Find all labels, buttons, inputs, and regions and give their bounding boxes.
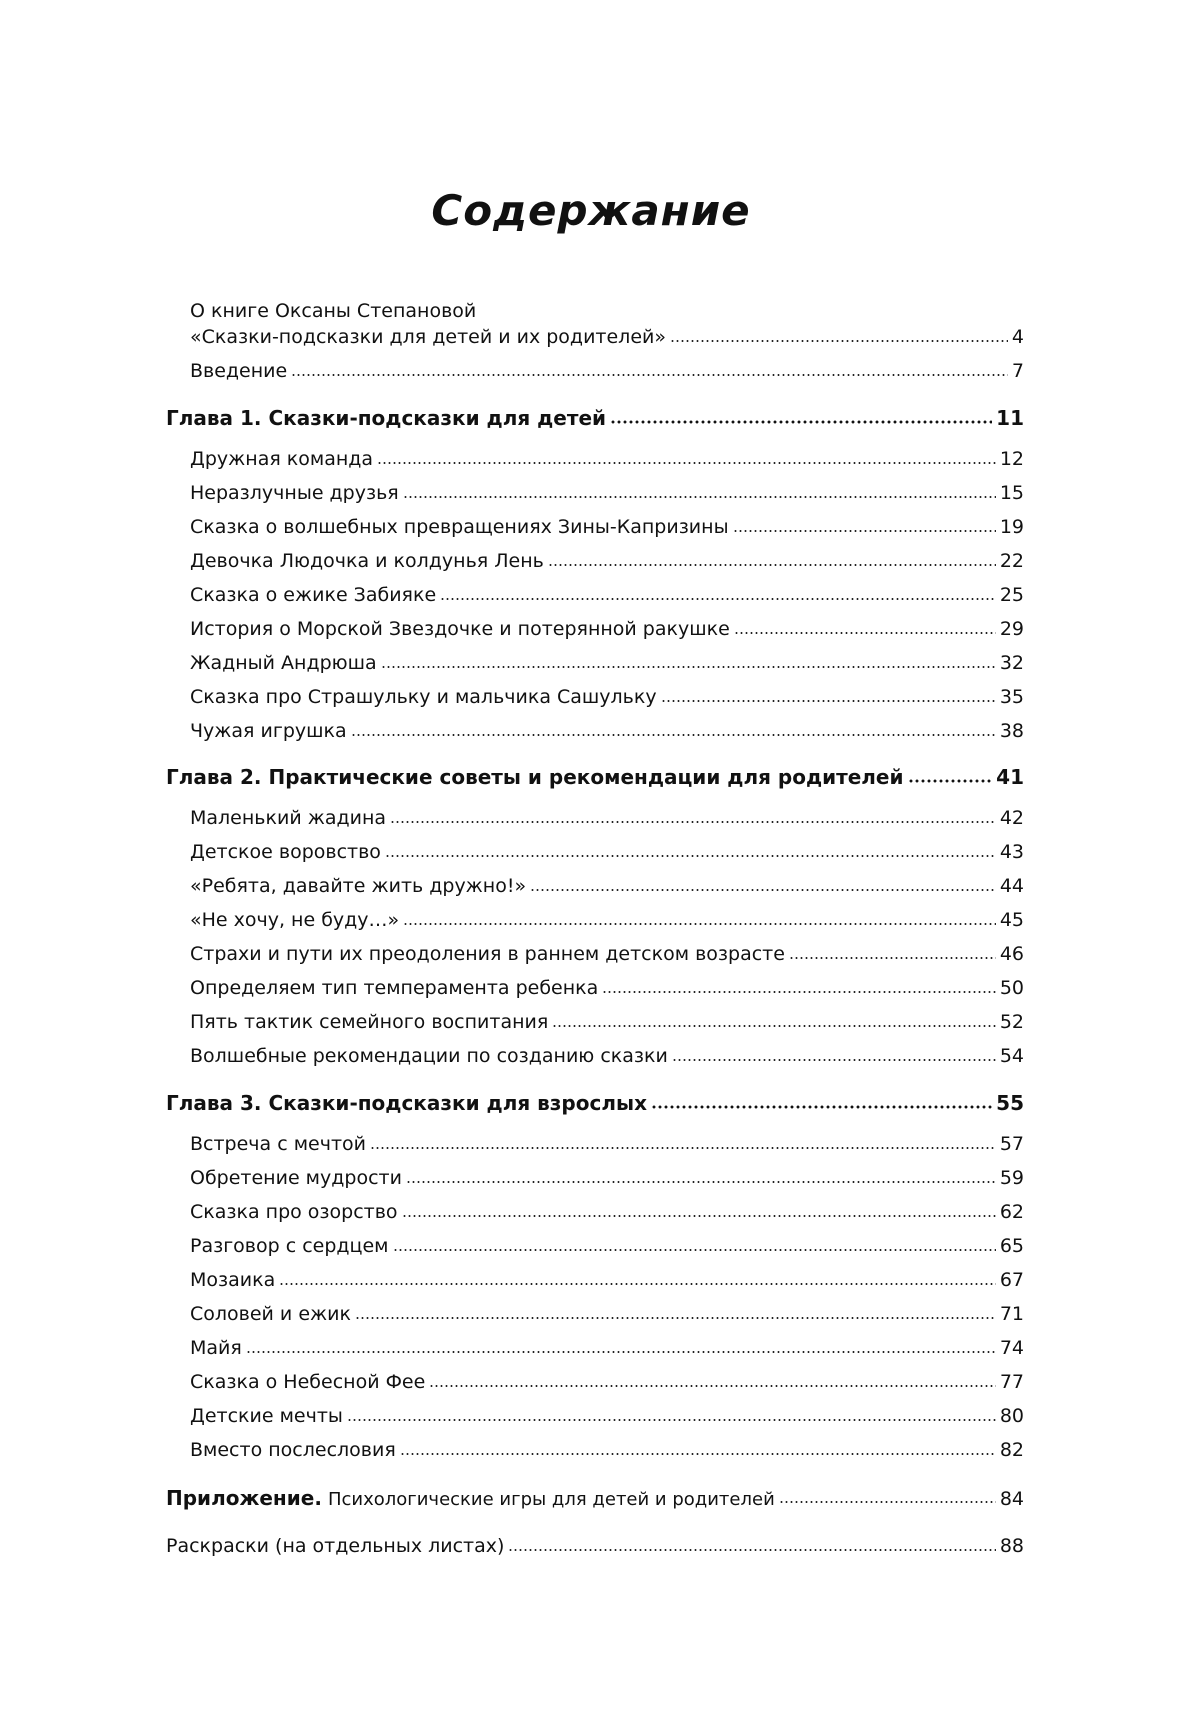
toc-entry[interactable] xyxy=(190,512,1024,542)
toc-entry-page: 19 xyxy=(999,516,1024,538)
dot-leader xyxy=(552,1022,996,1030)
toc-entry-page: 71 xyxy=(999,1303,1024,1325)
toc-entry-label: «Не хочу, не буду…» xyxy=(190,909,400,931)
toc-entry[interactable] xyxy=(190,1041,1024,1071)
toc-entry-page: 12 xyxy=(999,448,1024,470)
dot-leader xyxy=(381,663,996,671)
toc-entry-page: 42 xyxy=(999,807,1024,829)
toc-entry-page: 82 xyxy=(999,1439,1024,1461)
toc-entry-page: 54 xyxy=(999,1045,1024,1067)
toc-entry-page: 25 xyxy=(999,584,1024,606)
dot-leader xyxy=(246,1348,996,1356)
toc-entry-page: 35 xyxy=(999,686,1024,708)
toc-entry[interactable] xyxy=(190,614,1024,644)
toc-entry-page: 62 xyxy=(999,1201,1024,1223)
dot-leader xyxy=(351,731,996,739)
toc-entry[interactable] xyxy=(190,444,1024,474)
page-title: Содержание xyxy=(431,186,751,235)
toc-entry-label: Пять тактик семейного воспитания xyxy=(190,1011,549,1033)
toc-chapter-3[interactable] xyxy=(166,1088,1024,1118)
toc-entry[interactable] xyxy=(190,1007,1024,1037)
toc-entry[interactable] xyxy=(190,837,1024,867)
toc-entry-label: Неразлучные друзья xyxy=(190,482,399,504)
toc-entry-label: Жадный Андрюша xyxy=(190,652,377,674)
toc-entry-label: Детское воровство xyxy=(190,841,381,863)
dot-leader xyxy=(908,777,993,785)
toc-entry-label: Сказка о Небесной Фее xyxy=(190,1371,426,1393)
dot-leader xyxy=(291,371,1008,379)
toc-entry-page: 29 xyxy=(999,618,1024,640)
toc-entry-page: 74 xyxy=(999,1337,1024,1359)
toc-entry[interactable] xyxy=(190,478,1024,508)
toc-entry-page: 4 xyxy=(1011,326,1024,348)
dot-leader xyxy=(393,1246,996,1254)
toc-entry-page: 44 xyxy=(999,875,1024,897)
dot-leader xyxy=(651,1103,992,1111)
toc-entry-label: «Сказки-подсказки для детей и их родителей» xyxy=(190,326,666,348)
toc-entry-page: 7 xyxy=(1011,360,1024,382)
dot-leader xyxy=(429,1382,996,1390)
toc-entry-label: Мозаика xyxy=(190,1269,276,1291)
toc-entry[interactable] xyxy=(190,580,1024,610)
toc-entry[interactable] xyxy=(190,1367,1024,1397)
dot-leader xyxy=(610,418,992,426)
dot-leader xyxy=(789,954,996,962)
toc-entry-label: Обретение мудрости xyxy=(190,1167,402,1189)
toc-entry-page: 52 xyxy=(999,1011,1024,1033)
dot-leader xyxy=(779,1498,996,1506)
toc-entry-label: Детские мечты xyxy=(190,1405,343,1427)
dot-leader xyxy=(508,1546,995,1554)
dot-leader xyxy=(377,459,996,467)
toc-entry-label xyxy=(166,1483,775,1515)
toc-entry-label: Дружная команда xyxy=(190,448,374,470)
toc-entry[interactable] xyxy=(190,1163,1024,1193)
dot-leader xyxy=(672,1056,996,1064)
toc-entry-label: Разговор с сердцем xyxy=(190,1235,389,1257)
toc-entry-intro-book[interactable] xyxy=(190,322,1024,352)
toc-entry-label: Майя xyxy=(190,1337,242,1359)
dot-leader xyxy=(403,920,996,928)
toc-entry-appendix[interactable] xyxy=(166,1483,1024,1513)
dot-leader xyxy=(400,1450,996,1458)
toc-entry-page: 57 xyxy=(999,1133,1024,1155)
dot-leader xyxy=(734,629,996,637)
toc-entry[interactable] xyxy=(190,648,1024,678)
toc-entry[interactable] xyxy=(190,939,1024,969)
toc-entry[interactable] xyxy=(190,716,1024,746)
dot-leader xyxy=(390,818,996,826)
toc-entry-page: 77 xyxy=(999,1371,1024,1393)
dot-leader xyxy=(602,988,996,996)
toc-entry-page: 59 xyxy=(999,1167,1024,1189)
toc-entry[interactable] xyxy=(190,871,1024,901)
appendix-label-bold: Приложение. xyxy=(166,1486,322,1510)
toc-entry-label: Встреча с мечтой xyxy=(190,1133,366,1155)
toc-entry-label: Соловей и ежик xyxy=(190,1303,351,1325)
toc-entry-label: Волшебные рекомендации по созданию сказки xyxy=(190,1045,668,1067)
dot-leader xyxy=(733,527,996,535)
toc-entry-label: Определяем тип темперамента ребенка xyxy=(190,977,599,999)
toc-entry[interactable] xyxy=(190,803,1024,833)
dot-leader xyxy=(670,337,1008,345)
toc-entry-introduction[interactable] xyxy=(190,356,1024,386)
toc-entry[interactable] xyxy=(190,1299,1024,1329)
toc-chapter-label: Глава 3. Сказки-подсказки для взрослых xyxy=(166,1091,647,1115)
dot-leader xyxy=(406,1178,996,1186)
toc-entry-page: 84 xyxy=(999,1488,1024,1510)
toc-entry-page: 46 xyxy=(999,943,1024,965)
toc-entry[interactable] xyxy=(190,546,1024,576)
toc-entry-label: Страхи и пути их преодоления в раннем детском возрасте xyxy=(190,943,785,965)
appendix-label-rest: Психологические игры для детей и родителей xyxy=(327,1489,775,1510)
toc-entry-page: 65 xyxy=(999,1235,1024,1257)
toc-entry-page: 80 xyxy=(999,1405,1024,1427)
dot-leader xyxy=(370,1144,996,1152)
toc-entry[interactable] xyxy=(190,973,1024,1003)
toc-chapter-page: 55 xyxy=(996,1091,1024,1115)
toc-entry-page: 15 xyxy=(999,482,1024,504)
toc-entry[interactable] xyxy=(190,1333,1024,1363)
toc-entry-label: Маленький жадина xyxy=(190,807,387,829)
toc-entry-page: 43 xyxy=(999,841,1024,863)
dot-leader xyxy=(347,1416,996,1424)
toc-entry-label: Раскраски (на отдельных листах) xyxy=(166,1535,505,1557)
toc-entry-page: 45 xyxy=(999,909,1024,931)
dot-leader xyxy=(440,595,996,603)
toc-chapter-2[interactable] xyxy=(166,762,1024,792)
toc-entry-label: «Ребята, давайте жить дружно!» xyxy=(190,875,527,897)
toc-entry-page: 88 xyxy=(999,1535,1024,1557)
dot-leader xyxy=(661,697,996,705)
toc-chapter-label: Глава 1. Сказки-подсказки для детей xyxy=(166,406,607,430)
toc-entry[interactable] xyxy=(190,682,1024,712)
toc-entry[interactable] xyxy=(190,905,1024,935)
toc-entry[interactable] xyxy=(190,1435,1024,1465)
toc-entry[interactable] xyxy=(190,1265,1024,1295)
toc-entry-page: 22 xyxy=(999,550,1024,572)
toc-entry-page: 38 xyxy=(999,720,1024,742)
toc-entry-label: Сказка про Страшульку и мальчика Сашульку xyxy=(190,686,657,708)
toc-entry-label: Вместо послесловия xyxy=(190,1439,396,1461)
toc-entry-label: Девочка Людочка и колдунья Лень xyxy=(190,550,544,572)
dot-leader xyxy=(385,852,996,860)
toc-entry-label: Сказка про озорство xyxy=(190,1201,398,1223)
toc-chapter-page: 41 xyxy=(996,765,1024,789)
toc-entry-label: Сказка о волшебных превращениях Зины-Капризины xyxy=(190,516,729,538)
toc-chapter-label: Глава 2. Практические советы и рекомендации для родителей xyxy=(166,765,904,789)
toc-entry-page: 67 xyxy=(999,1269,1024,1291)
toc-entry-page: 50 xyxy=(999,977,1024,999)
toc-entry[interactable] xyxy=(190,1197,1024,1227)
dot-leader xyxy=(402,1212,996,1220)
toc-entry-coloring[interactable] xyxy=(166,1531,1024,1561)
toc-entry[interactable] xyxy=(190,1401,1024,1431)
toc-entry-page: 32 xyxy=(999,652,1024,674)
toc-chapter-page: 11 xyxy=(996,406,1024,430)
toc-entry[interactable] xyxy=(190,1129,1024,1159)
dot-leader xyxy=(279,1280,996,1288)
dot-leader xyxy=(548,561,996,569)
toc-chapter-1[interactable] xyxy=(166,403,1024,433)
toc-entry-label: Чужая игрушка xyxy=(190,720,347,742)
intro-line-author: О книге Оксаны Степановой xyxy=(190,300,477,322)
toc-entry-label: Сказка о ежике Забияке xyxy=(190,584,437,606)
dot-leader xyxy=(530,886,996,894)
toc-entry[interactable] xyxy=(190,1231,1024,1261)
dot-leader xyxy=(403,493,996,501)
toc-entry-label: Введение xyxy=(190,360,288,382)
dot-leader xyxy=(355,1314,996,1322)
toc-entry-label: История о Морской Звездочке и потерянной ракушке xyxy=(190,618,730,640)
